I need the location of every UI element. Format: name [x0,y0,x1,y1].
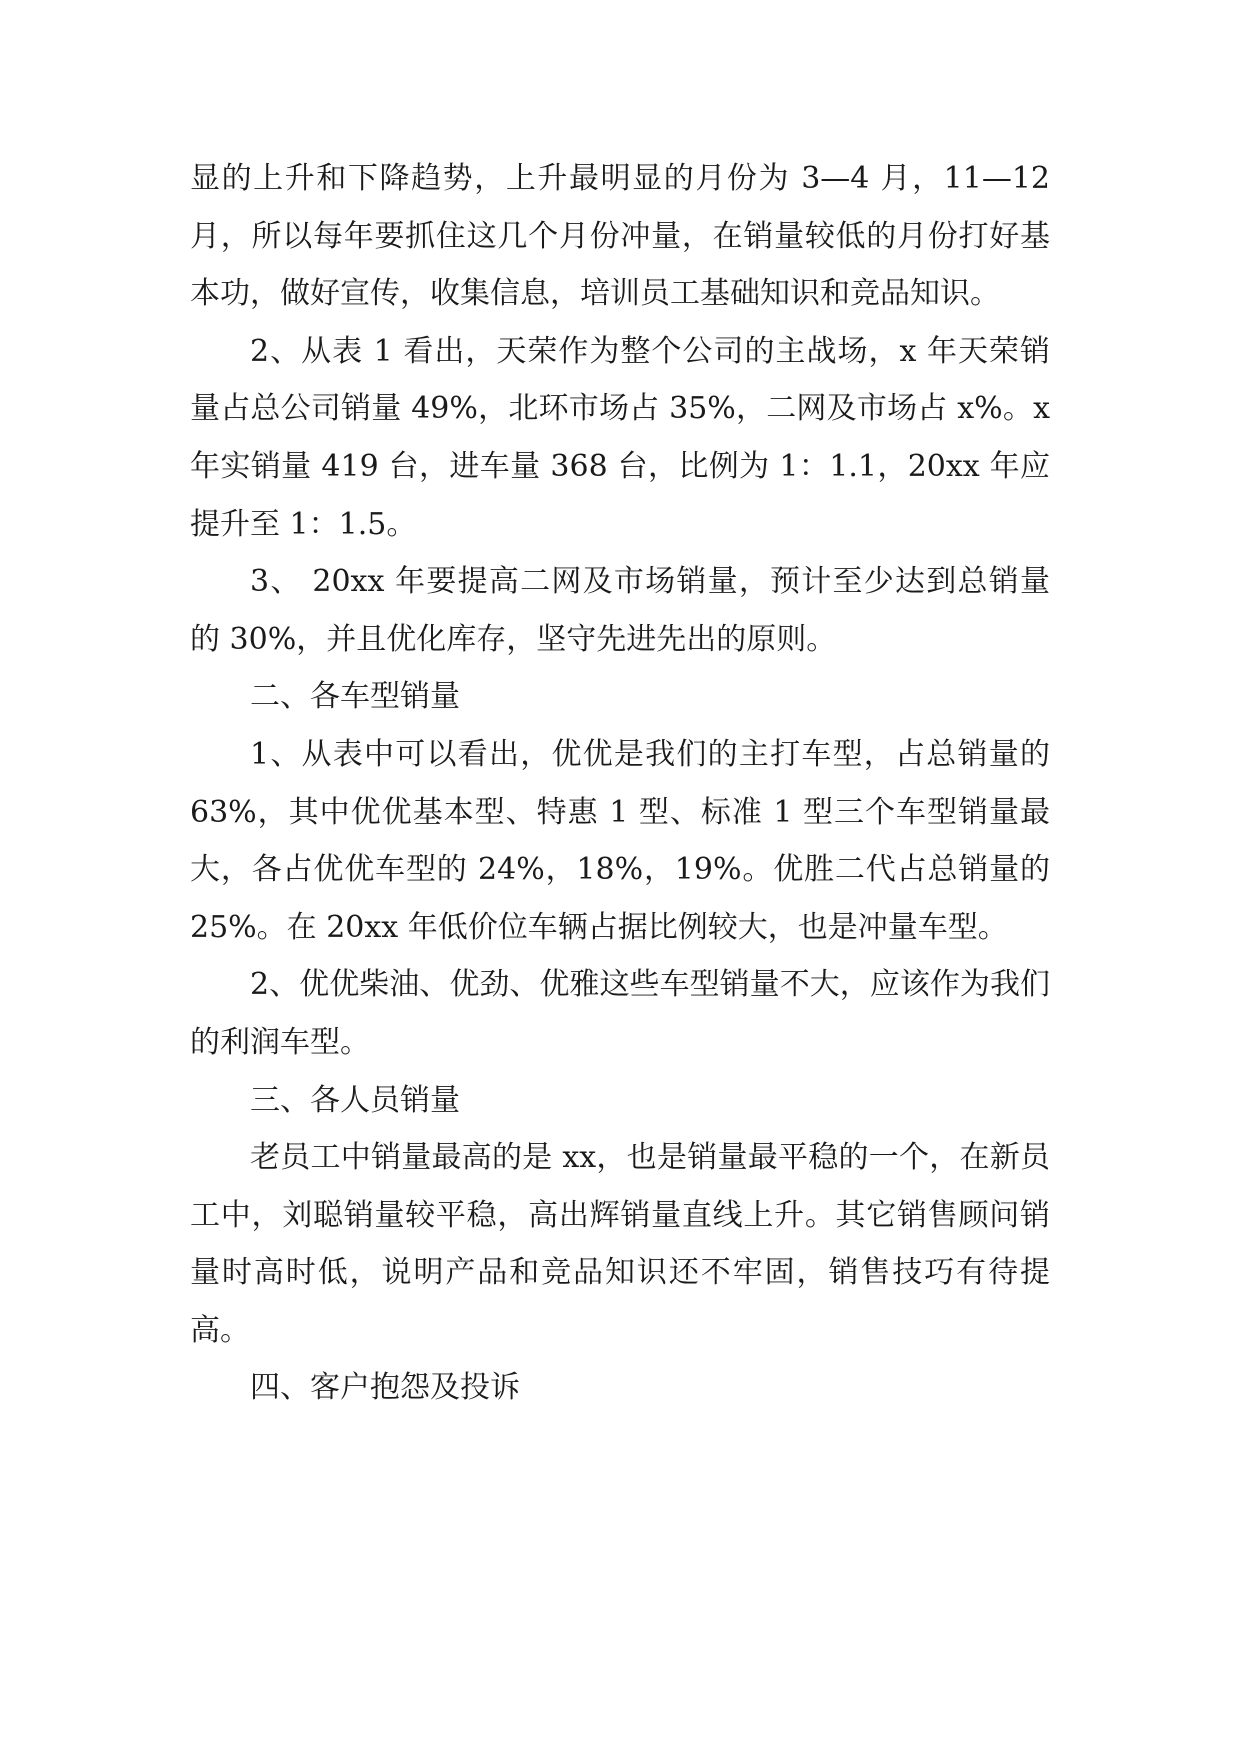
paragraph-model-item-2: 2、优优柴油、优劲、优雅这些车型销量不大，应该作为我们的利润车型。 [190,967,1050,1060]
section-heading-complaints: 四、客户抱怨及投诉 [250,1370,520,1406]
paragraph-staff-sales: 老员工中销量最高的是 xx，也是销量最平稳的一个，在新员工中，刘聪销量较平稳，高出辉销量直线上升。其它销售顾问销量时高时低，说明产品和竞品知识还不牢固，销售技巧有待提高。 [190,1140,1050,1348]
section-heading-model-sales: 二、各车型销量 [250,679,460,715]
section-heading-staff-sales: 三、各人员销量 [250,1082,460,1118]
paragraph-model-item-1: 1、从表中可以看出，优优是我们的主打车型，占总销量的 63%，其中优优基本型、特惠 1 型、标准 1 型三个车型销量最大，各占优优车型的 24%，18%，19%。优胜二代占总销量的 25%。在 20xx 年低价位车辆占据比例较大，也是冲量车型。 [190,736,1050,945]
paragraph-item-3-secondary-network: 3、 20xx 年要提高二网及市场销量，预计至少达到总销量的 30%，并且优化库存，坚守先进先出的原则。 [190,564,1050,657]
paragraph-item-2-market-share: 2、从表 1 看出，天荣作为整个公司的主战场，x 年天荣销量占总公司销量 49%，北环市场占 35%，二网及市场占 x%。x 年实销量 419 台，进车量 368 台，比例为 1：1.1，20xx 年应提升至 1：1.5。 [190,333,1050,542]
document-body [190,150,1050,1417]
paragraph-sales-trend-continuation: 显的上升和下降趋势，上升最明显的月份为 3—4 月，11—12 月，所以每年要抓住这几个月份冲量，在销量较低的月份打好基本功，做好宣传，收集信息，培训员工基础知识和竞品知识。 [190,161,1050,312]
